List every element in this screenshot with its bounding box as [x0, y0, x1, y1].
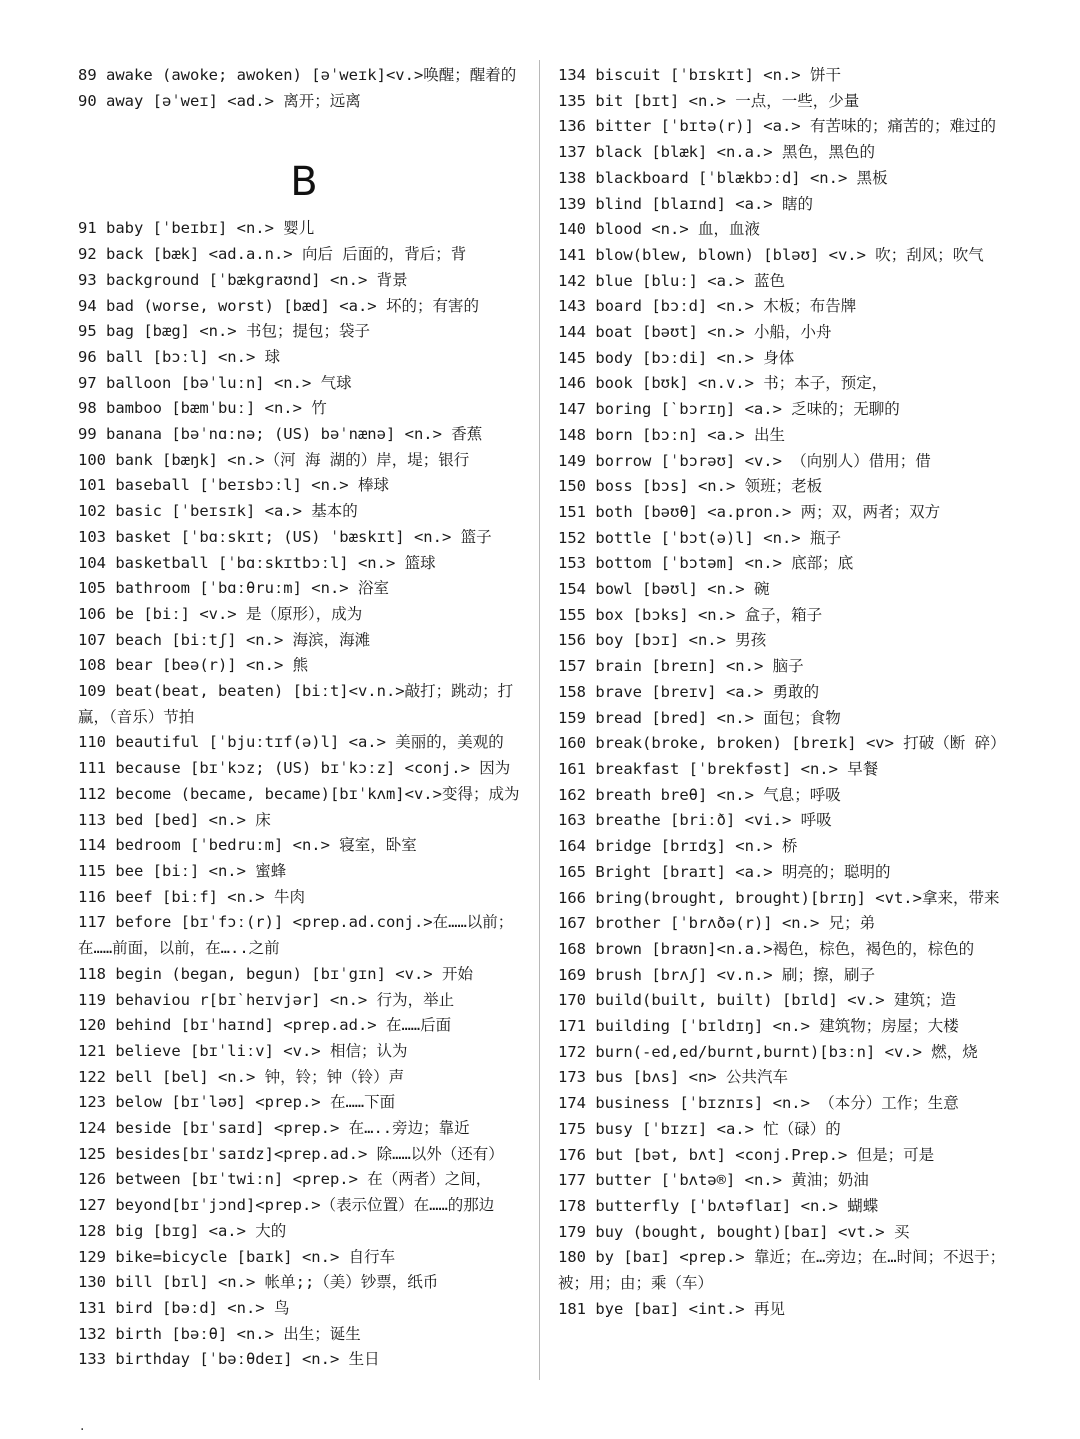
column-divider: [539, 60, 540, 1380]
vocab-entry: 93 background [ˈbækgraʊnd] <n.> 背景: [78, 270, 408, 289]
vocab-entry: 158 brave [breɪv] <a.> 勇敢的: [558, 682, 820, 701]
vocab-entry: 119 behaviou r[bɪˋheɪvjər] <n.> 行为，举止: [78, 990, 455, 1009]
vocab-entry: 146 book [bʊk] <n.v.> 书；本子，预定，: [558, 374, 888, 393]
vocab-entry: 104 basketball [ˈbɑːskɪtbɔːl] <n.> 篮球: [78, 553, 436, 572]
vocab-entry: 92 back [bæk] <ad.a.n.> 向后 后面的，背后；背: [78, 245, 467, 264]
vocab-entry: 121 believe [bɪˈliːv] <v.> 相信；认为: [78, 1041, 408, 1060]
vocab-entry: 100 bank [bæŋk] <n.>（河 海 湖的）岸，堤；银行: [78, 450, 470, 469]
vocab-entry: 181 bye [baɪ] <int.> 再见: [558, 1299, 785, 1318]
vocab-entry: 135 bit [bɪt] <n.> 一点，一些，少量: [558, 91, 860, 110]
vocab-entry: 137 black [blæk] <n.a.> 黑色，黑色的: [558, 143, 875, 162]
vocab-entry: 152 bottle [ˈbɔt(ə)l] <n.> 瓶子: [558, 528, 841, 547]
vocab-entry: 114 bedroom [ˈbedruːm] <n.> 寝室，卧室: [78, 836, 417, 855]
vocab-entry: 127 beyond[bɪˈjɔnd]<prep.>（表示位置）在……的那边: [78, 1196, 495, 1215]
vocab-entry: 120 behind [bɪˈhaɪnd] <prep.ad.> 在……后面: [78, 1016, 452, 1035]
vocab-entry: 155 box [bɔks] <n.> 盒子，箱子: [558, 605, 823, 624]
vocab-entry: 176 but [bət, bʌt] <conj.Prep.> 但是；可是: [558, 1145, 935, 1164]
vocab-entry: 144 boat [bəʊt] <n.> 小船，小舟: [558, 323, 832, 342]
vocab-entry: 166 bring(brought, brought)[brɪŋ] <vt.>拿来，带来: [558, 888, 1000, 907]
entries-a-tail: [78, 63, 530, 114]
vocab-entry: 118 begin (began, begun) [bɪˈgɪn] <v.> 开始: [78, 964, 473, 983]
vocab-entry: 107 beach [biːtʃ] <n.> 海滨，海滩: [78, 630, 371, 649]
vocab-entry: 124 beside [bɪˈsaɪd] <prep.> 在…..旁边；靠近: [78, 1119, 470, 1138]
vocab-entry: 129 bike=bicycle [baɪk] <n.> 自行车: [78, 1247, 396, 1266]
vocab-entry: 97 balloon [bəˈluːn] <n.> 气球: [78, 373, 352, 392]
entries-b-left: [78, 216, 530, 1373]
vocab-entry: 159 bread [bred] <n.> 面包；食物: [558, 708, 841, 727]
vocab-entry: 140 blood <n.> 血，血液: [558, 220, 760, 239]
vocab-entry: 142 blue [bluː] <a.> 蓝色: [558, 271, 785, 290]
vocab-entry: 133 birthday [ˈbəːθdeɪ] <n.> 生日: [78, 1350, 380, 1369]
vocab-entry: 171 building [ˈbɪldɪŋ] <n.> 建筑物；房屋；大楼: [558, 1017, 959, 1036]
vocab-entry: 111 because [bɪˈkɔz; (US) bɪˈkɔːz] <conj.> 因为: [78, 759, 511, 778]
vocab-entry: 125 besides[bɪˈsaɪdz]<prep.ad.> 除……以外（还有）: [78, 1144, 504, 1163]
vocab-entry: 123 below [bɪˈləʊ] <prep.> 在……下面: [78, 1093, 396, 1112]
vocab-entry: 99 banana [bəˈnɑːnə; (US) bəˈnænə] <n.> 香蕉: [78, 425, 483, 444]
vocab-entry: 179 buy (bought, bought)[baɪ] <vt.> 买: [558, 1222, 910, 1241]
section-letter: B: [290, 159, 318, 206]
vocab-entry: 136 bitter [ˈbɪtə(r)] <a.> 有苦味的；痛苦的；难过的: [558, 117, 996, 136]
vocab-entry: 156 boy [bɔɪ] <n.> 男孩: [558, 631, 767, 650]
vocab-entry: 91 baby [ˈbeɪbɪ] <n.> 婴儿: [78, 219, 315, 238]
vocab-entry: 113 bed [bed] <n.> 床: [78, 810, 271, 829]
vocab-entry: 115 bee [biː] <n.> 蜜蜂: [78, 861, 287, 880]
vocab-entry: 175 busy [ˈbɪzɪ] <a.> 忙（碌）的: [558, 1119, 841, 1138]
vocab-entry: 108 bear [beə(r)] <n.> 熊: [78, 656, 309, 675]
vocab-entry: 170 build(built, built) [bɪld] <v.> 建筑；造: [558, 991, 956, 1010]
vocab-entry: 128 big [bɪg] <a.> 大的: [78, 1221, 287, 1240]
vocab-entry: 130 bill [bɪl] <n.> 帐单;;（美）钞票，纸币: [78, 1273, 439, 1292]
vocab-entry: 154 bowl [bəʊl] <n.> 碗: [558, 580, 770, 599]
vocab-entry: 163 breathe [briːð] <vi.> 呼吸: [558, 811, 832, 830]
vocab-entry: 143 board [bɔːd] <n.> 木板；布告牌: [558, 297, 857, 316]
vocab-entry: 131 bird [bəːd] <n.> 鸟: [78, 1298, 290, 1317]
vocab-entry: 117 before [bɪˈfɔː(r)] <prep.ad.conj.>在……以前；在……前面，以前，在…..之前: [78, 913, 514, 958]
vocab-entry: 94 bad (worse, worst) [bæd] <a.> 坏的；有害的: [78, 296, 479, 315]
vocab-entry: 177 butter [ˈbʌtə®] <n.> 黄油；奶油: [558, 1171, 869, 1190]
vocab-entry: 161 breakfast [ˈbrekfəst] <n.> 早餐: [558, 759, 879, 778]
vocab-entry: 139 blind [blaɪnd] <a.> 瞎的: [558, 194, 813, 213]
vocab-entry: 148 born [bɔːn] <a.> 出生: [558, 425, 785, 444]
vocab-entry: 109 beat(beat, beaten) [biːt]<v.n.>敲打；跳动；打赢，（音乐）节拍: [78, 682, 514, 726]
vocab-entry: 153 bottom [ˈbɔtəm] <n.> 底部；底: [558, 554, 854, 573]
vocab-entry: 126 between [bɪˈtwiːn] <prep.> 在（两者）之间，: [78, 1170, 492, 1189]
vocab-entry: 103 basket [ˈbɑːskɪt; (US) ˈbæskɪt] <n.> 篮子: [78, 527, 492, 546]
vocab-entry: 138 blackboard [ˈblækbɔːd] <n.> 黑板: [558, 168, 888, 187]
vocab-entry: 98 bamboo [bæmˈbuː] <n.> 竹: [78, 399, 327, 418]
vocab-entry: 165 Bright [braɪt] <a.> 明亮的；聪明的: [558, 862, 891, 881]
entries-b-right: [558, 63, 1008, 1322]
vocab-entry: 141 blow(blew, blown) [bləʊ] <v.> 吹；刮风；吹气: [558, 245, 984, 264]
vocab-entry: 169 brush [brʌʃ] <v.n.> 刷；擦，刷子: [558, 965, 875, 984]
vocab-entry: 178 butterfly [ˈbʌtəflaɪ] <n.> 蝴蝶: [558, 1196, 879, 1215]
vocab-entry: 106 be [biː] <v.> 是（原形），成为: [78, 604, 363, 623]
vocab-entry: 112 become (became, became)[bɪˈkʌm]<v.>变得；成为: [78, 784, 520, 803]
vocab-entry: 173 bus [bʌs] <n> 公共汽车: [558, 1068, 788, 1087]
vocab-entry: 90 away [əˈweɪ] <ad.> 离开；远离: [78, 91, 361, 110]
vocab-entry: 96 ball [bɔːl] <n.> 球: [78, 347, 281, 366]
right-column: [558, 63, 1008, 1322]
vocab-entry: 116 beef [biːf] <n.> 牛肉: [78, 887, 305, 906]
vocab-entry: 110 beautiful [ˈbjuːtɪf(ə)l] <a.> 美丽的，美观的: [78, 733, 504, 752]
vocab-entry: 150 boss [bɔs] <n.> 领班；老板: [558, 477, 823, 496]
vocab-entry: 149 borrow [ˈbɔrəʊ] <v.> （向别人）借用；借: [558, 451, 931, 470]
vocab-entry: 132 birth [bəːθ] <n.> 出生；诞生: [78, 1324, 361, 1343]
vocab-entry: 162 breath breθ] <n.> 气息；呼吸: [558, 785, 841, 804]
vocab-entry: 122 bell [bel] <n.> 钟，铃；钟（铃）声: [78, 1067, 405, 1086]
footer-mark: .: [80, 1418, 85, 1434]
vocab-entry: 101 baseball [ˈbeɪsbɔːl] <n.> 棒球: [78, 476, 389, 495]
vocab-entry: 168 brown [braʊn]<n.a.>褐色，棕色，褐色的，棕色的: [558, 939, 975, 958]
vocab-entry: 89 awake (awoke; awoken) [əˈweɪk]<v.>唤醒；醒着的: [78, 66, 517, 84]
vocab-entry: 157 brain [breɪn] <n.> 脑子: [558, 657, 804, 676]
vocab-entry: 145 body [bɔːdi] <n.> 身体: [558, 348, 795, 367]
vocab-entry: 134 biscuit [ˈbɪskɪt] <n.> 饼干: [558, 66, 841, 84]
vocab-entry: 147 boring [ˋbɔrɪŋ] <a.> 乏味的；无聊的: [558, 400, 900, 419]
vocab-entry: 167 brother [ˈbrʌðə(r)] <n.> 兄；弟: [558, 914, 876, 933]
vocab-entry: 160 break(broke, broken) [breɪk] <v> 打破（断 碎）: [558, 734, 1006, 753]
vocab-entry: 164 bridge [brɪdʒ] <n.> 桥: [558, 837, 798, 856]
vocab-entry: 151 both [bəʊθ] <a.pron.> 两；双，两者；双方: [558, 502, 941, 521]
vocab-entry: 172 burn(-ed,ed/burnt,burnt)[bɜːn] <v.> 燃，烧: [558, 1042, 978, 1061]
vocab-entry: 105 bathroom [ˈbɑːθruːm] <n.> 浴室: [78, 579, 389, 598]
vocab-entry: 102 basic [ˈbeɪsɪk] <a.> 基本的: [78, 502, 358, 521]
left-column: [78, 63, 530, 1373]
vocab-entry: 180 by [baɪ] <prep.> 靠近；在…旁边；在…时间；不迟于；被；用；由；乘（车）: [558, 1248, 1006, 1293]
vocab-entry: 174 business [ˈbɪznɪs] <n.> （本分）工作；生意: [558, 1094, 959, 1113]
vocab-entry: 95 bag [bæg] <n.> 书包；提包；袋子: [78, 322, 370, 341]
